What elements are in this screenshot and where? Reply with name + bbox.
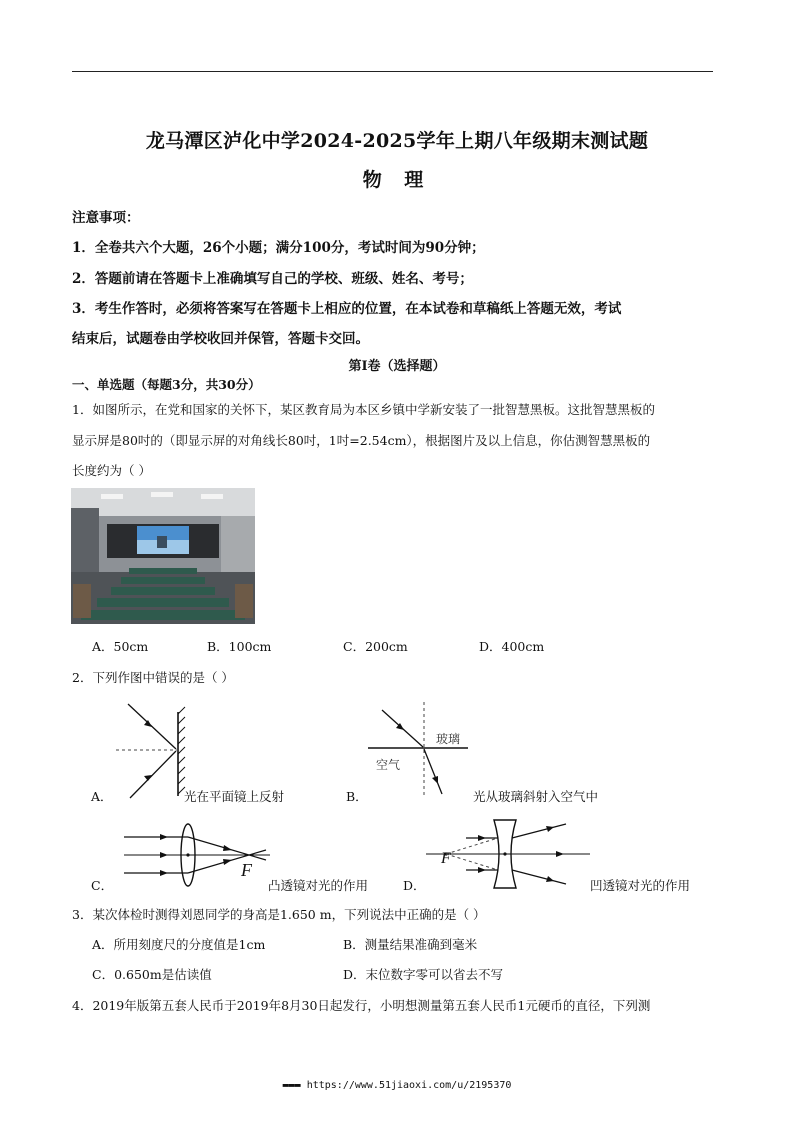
q1-option-d: D．400cm	[479, 639, 545, 654]
q2-c-caption: 凸透镜对光的作用	[268, 878, 369, 893]
classroom-photo	[71, 488, 255, 624]
q2-b-air-label: 空气	[376, 758, 401, 772]
notice-item-2: 2．答题前请在答题卡上准确填写自己的学校、班级、姓名、考号；	[72, 271, 473, 287]
exam-title: 龙马潭区泸化中学2024-2025学年上期八年级期末测试题	[145, 130, 649, 152]
footer-url: ▬▬▬ https://www.51jiaoxi.com/u/2195370	[282, 1080, 512, 1091]
q1-option-b: B．100cm	[207, 639, 272, 654]
q2-a-letter: A．	[91, 789, 113, 804]
q2-d-letter: D．	[403, 878, 426, 893]
diagram-glass-air-refraction	[364, 700, 474, 800]
q1-line-3: 长度约为（ ）	[72, 463, 151, 478]
q4-stem: 4．2019年版第五套人民币于2019年8月30日起发行，小明想测量第五套人民币1元硬币的直径，下列测	[72, 998, 651, 1013]
diagram-mirror-reflection	[108, 700, 188, 804]
q3-stem: 3．某次体检时测得刘恩同学的身高是1.650 m，下列说法中正确的是（ ）	[72, 907, 486, 922]
volume-title: 第Ⅰ卷（选择题）	[348, 359, 446, 374]
q3-option-d: D．末位数字零可以省去不写	[343, 967, 504, 982]
part-heading: 一、单选题（每题3分，共30分）	[72, 377, 261, 392]
notice-item-3: 3．考生作答时，必须将答案写在答题卡上相应的位置，在本试卷和草稿纸上答题无效，考试	[72, 301, 622, 317]
q3-option-c: C．0.650m是估读值	[92, 967, 212, 982]
q2-b-letter: B．	[346, 789, 368, 804]
q2-c-focus-label: F	[241, 860, 252, 880]
q2-stem: 2．下列作图中错误的是（ ）	[72, 670, 234, 685]
q2-a-caption: 光在平面镜上反射	[184, 789, 285, 804]
q2-b-caption: 光从玻璃斜射入空气中	[473, 789, 599, 804]
notice-heading: 注意事项：	[72, 210, 140, 226]
notice-item-3-cont: 结束后，试题卷由学校收回并保管，答题卡交回。	[72, 331, 369, 347]
q1-line-1: 1．如图所示，在党和国家的关怀下，某区教育局为本区乡镇中学新安装了一批智慧黑板。这批智慧黑板的	[72, 402, 655, 417]
q1-line-2: 显示屏是80吋的（即显示屏的对角线长80吋，1吋=2.54cm），根据图片及以上信息，你估测智慧黑板的	[72, 433, 651, 448]
q1-option-c: C．200cm	[343, 639, 408, 654]
q2-c-letter: C．	[91, 878, 114, 893]
notice-item-1: 1．全卷共六个大题，26个小题；满分100分，考试时间为90分钟；	[72, 240, 485, 256]
q3-option-b: B．测量结果准确到毫米	[343, 937, 478, 952]
q2-d-focus-label: F	[441, 850, 451, 867]
q3-option-a: A．所用刻度尺的分度值是1cm	[92, 937, 266, 952]
q1-option-a: A．50cm	[92, 639, 149, 654]
top-rule	[72, 71, 713, 72]
q2-b-glass-label: 玻璃	[436, 732, 461, 746]
subject-title: 物 理	[362, 169, 432, 191]
q2-d-caption: 凹透镜对光的作用	[590, 878, 691, 893]
